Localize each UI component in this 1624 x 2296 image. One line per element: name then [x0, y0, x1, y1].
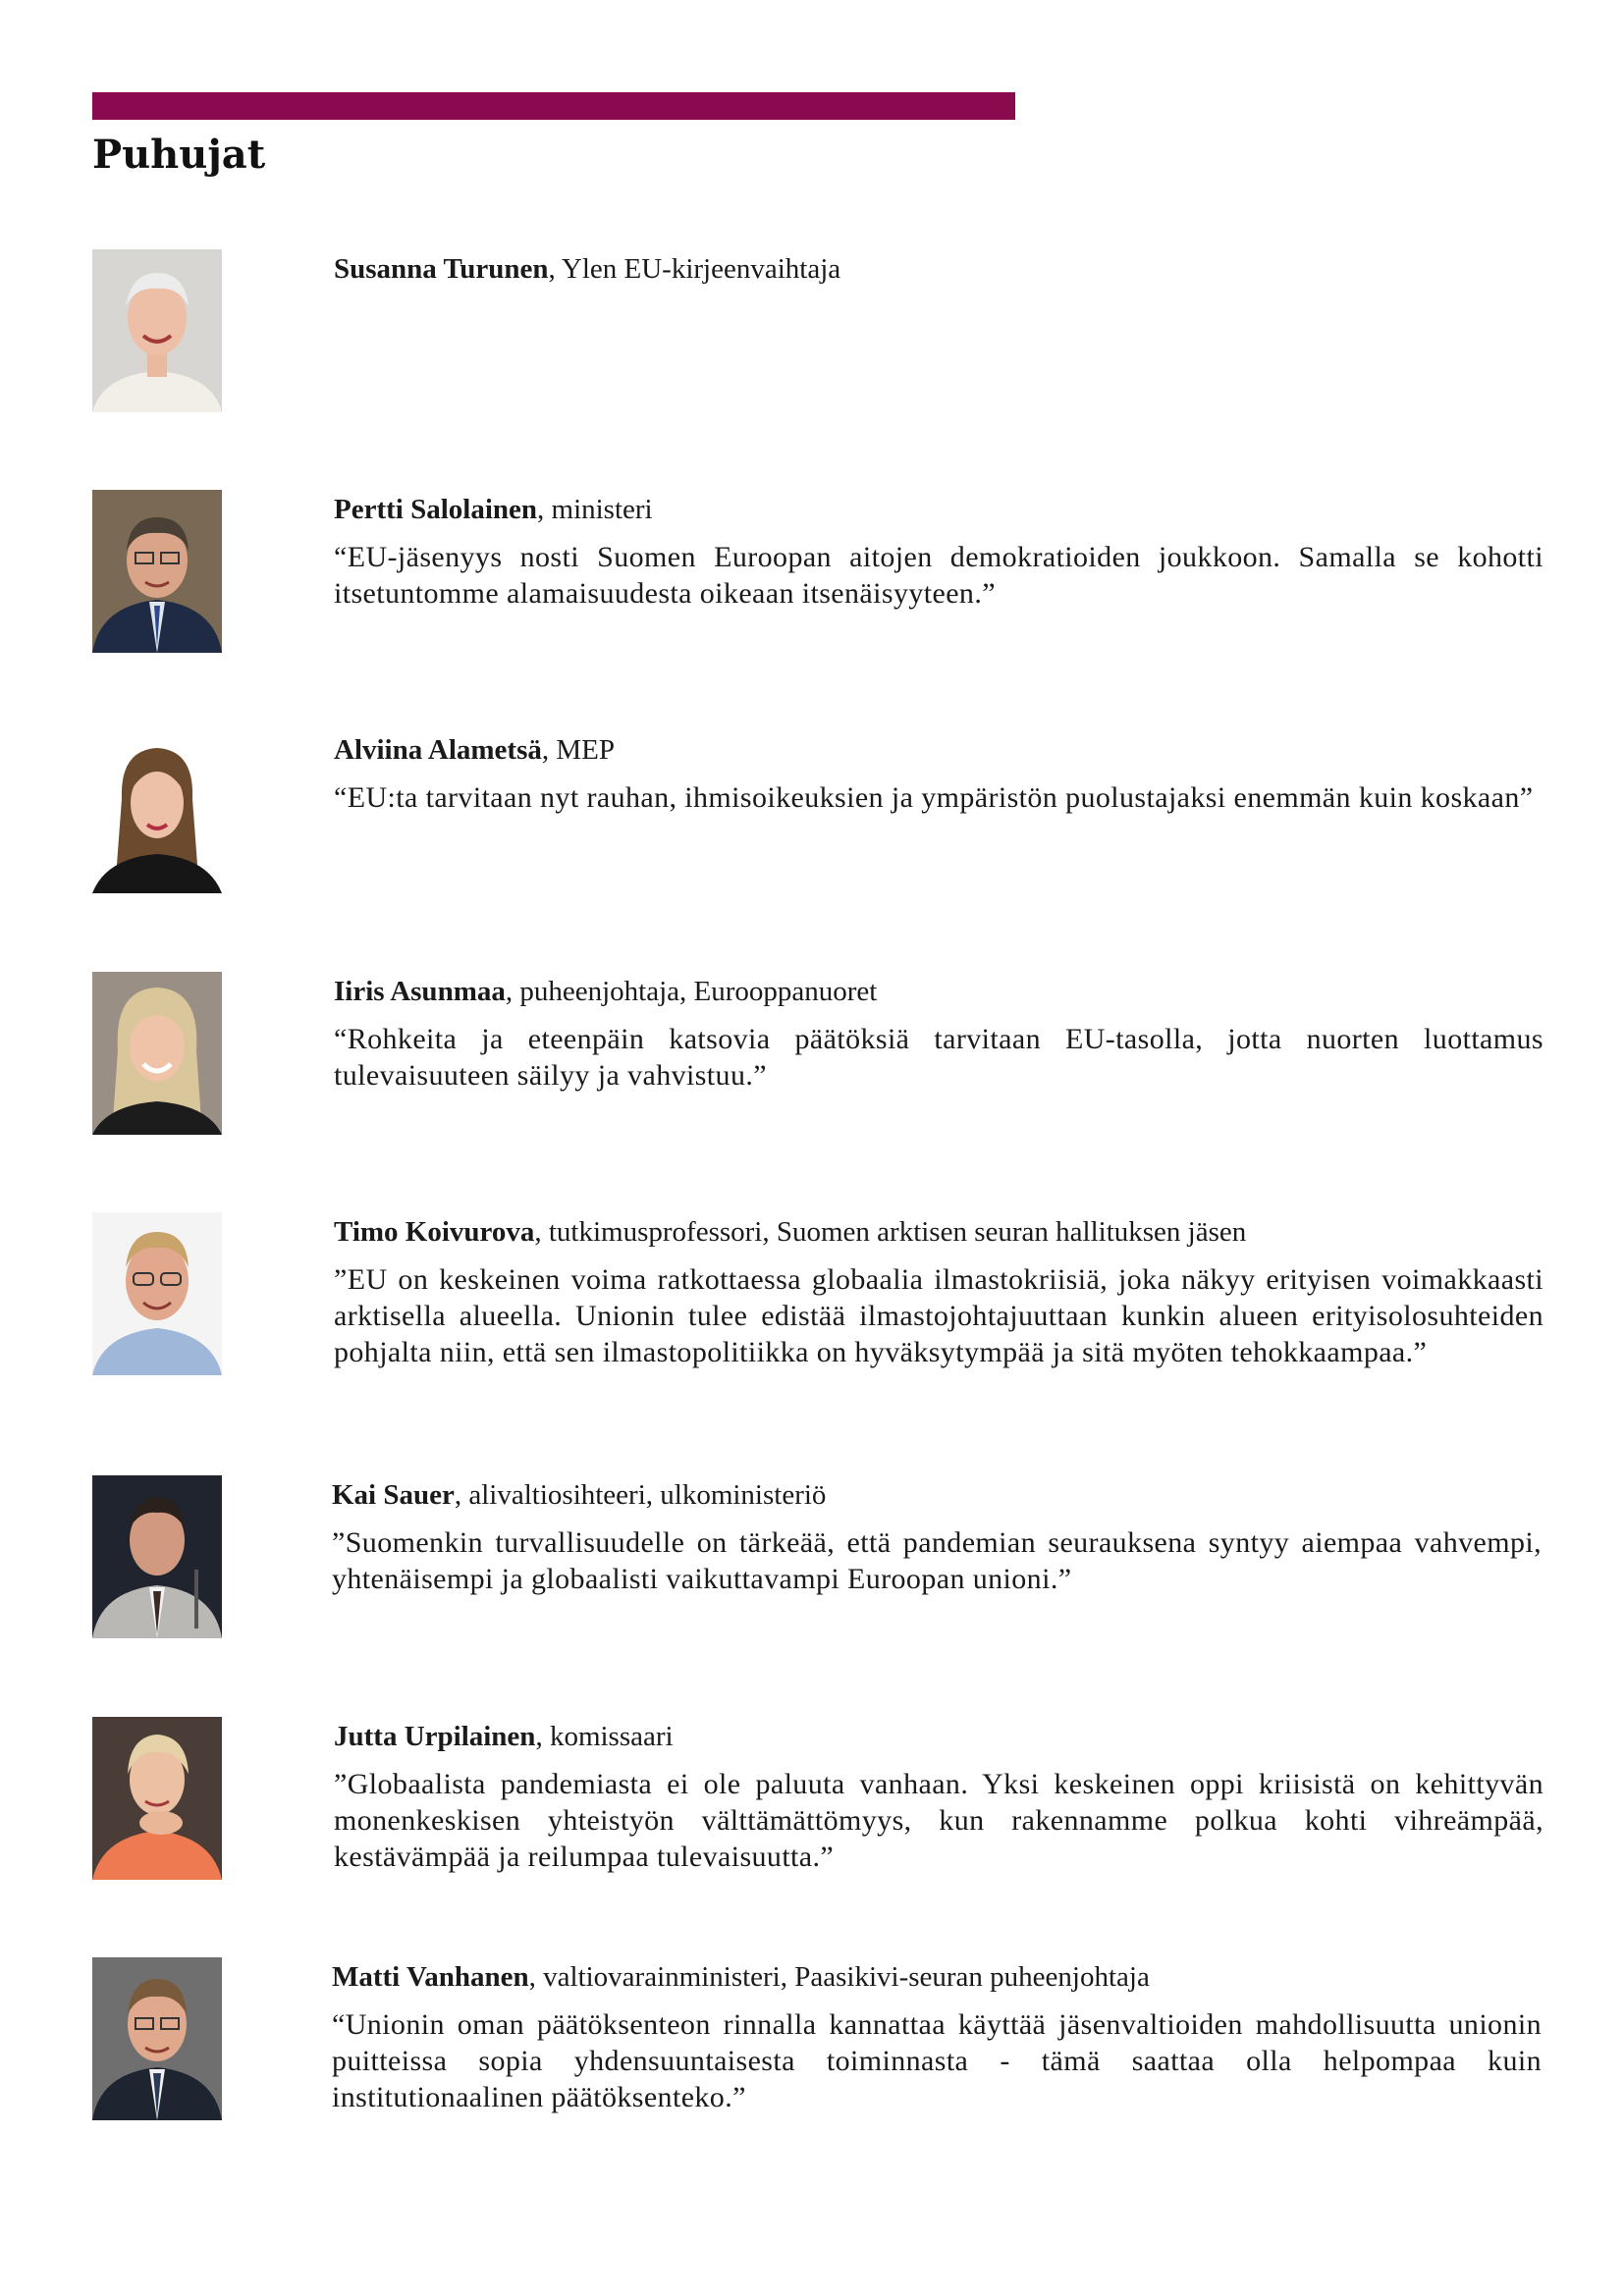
speaker-text [334, 730, 1543, 816]
speaker-quote: “Unionin oman päätöksenteon rinnalla kannattaa käyttää jäsenvaltioiden mahdollisuutta unionin puitteissa sopia yhdensuuntaisesta toiminnasta - tämä saattaa olla helpompaa kuin institutionaalinen päätöksenteko.” [332, 2008, 1542, 2113]
speaker-susanna-turunen [0, 249, 1624, 446]
speaker-heading [334, 249, 1543, 289]
speaker-role: , komissaari [535, 1721, 674, 1752]
speaker-matti-vanhanen [0, 1957, 1624, 2154]
speaker-heading [334, 1212, 1543, 1252]
speaker-quote: “EU-jäsenyys nosti Suomen Euroopan aitojen demokratioiden joukkoon. Samalla se kohotti itsetuntomme alamaisuudesta oikeaan itsenäisyyteen.” [334, 541, 1543, 610]
speaker-role: , valtiovarainministeri, Paasikivi-seuran puheenjohtaja [528, 1961, 1150, 1993]
speaker-text [334, 972, 1543, 1094]
speaker-name: Matti Vanhanen [332, 1961, 529, 1993]
speaker-alviina-alametsa [0, 730, 1624, 927]
speaker-quote: “Rohkeita ja eteenpäin katsovia päätöksiä tarvitaan EU-tasolla, jotta nuorten luottamus tulevaisuuteen säilyy ja vahvistuu.” [334, 1023, 1543, 1092]
speaker-timo-koivurova [0, 1212, 1624, 1409]
speaker-role: , ministeri [537, 494, 653, 525]
speaker-role: , MEP [541, 734, 616, 766]
accent-bar [92, 92, 1015, 120]
speaker-name: Pertti Salolainen [334, 494, 538, 525]
speaker-role: , Ylen EU-kirjeenvaihtaja [548, 253, 841, 285]
speaker-heading [334, 730, 1543, 770]
speaker-text [334, 249, 1543, 298]
speaker-text [334, 1717, 1543, 1875]
speaker-text [334, 1212, 1543, 1370]
speaker-heading [334, 1717, 1543, 1756]
speaker-kai-sauer [0, 1475, 1624, 1672]
speaker-photo [92, 249, 222, 412]
speaker-photo [92, 1957, 222, 2120]
page-title: Puhujat [92, 132, 266, 178]
speaker-text [332, 1475, 1542, 1597]
speaker-photo [92, 1475, 222, 1638]
speaker-quote: ”Globaalista pandemiasta ei ole paluuta vanhaan. Yksi keskeinen oppi kriisistä on kehittyvän monenkeskisen yhteistyön välttämättömyys, kun rakennamme polkua kohti vihreämpää, kestävämpää ja reilumpaa tulevaisuutta.” [334, 1768, 1543, 1873]
speaker-photo [92, 730, 222, 893]
speaker-jutta-urpilainen [0, 1717, 1624, 1913]
speaker-name: Timo Koivurova [334, 1216, 535, 1248]
speaker-quote: “EU:ta tarvitaan nyt rauhan, ihmisoikeuksien ja ympäristön puolustajaksi enemmän kuin koskaan” [334, 781, 1534, 814]
speaker-text [332, 1957, 1542, 2115]
speaker-photo [92, 972, 222, 1135]
speaker-photo [92, 1717, 222, 1880]
speaker-role: , alivaltiosihteeri, ulkoministeriö [454, 1479, 827, 1511]
speaker-name: Iiris Asunmaa [334, 976, 506, 1007]
speaker-name: Jutta Urpilainen [334, 1721, 536, 1752]
speaker-heading [334, 972, 1543, 1011]
speaker-heading [332, 1957, 1542, 1997]
speaker-heading [332, 1475, 1542, 1515]
speaker-heading [334, 490, 1543, 529]
speaker-iiris-asunmaa [0, 972, 1624, 1168]
speaker-photo [92, 1212, 222, 1375]
speaker-name: Alviina Alametsä [334, 734, 542, 766]
speaker-name: Kai Sauer [332, 1479, 455, 1511]
speaker-role: , puheenjohtaja, Eurooppanuoret [505, 976, 878, 1007]
speaker-text [334, 490, 1543, 612]
speaker-name: Susanna Turunen [334, 253, 549, 285]
speaker-quote: ”EU on keskeinen voima ratkottaessa globaalia ilmastokriisiä, joka näkyy erityisen voimakkaasti arktisella alueella. Unionin tulee edistää ilmastojohtajuuttaan kunkin alueen erityisolosuhteiden pohjalta niin, että sen ilmastopolitiikka on hyväksytympää ja sitä myöten tehokkaampaa.” [334, 1263, 1543, 1368]
speaker-quote: ”Suomenkin turvallisuudelle on tärkeää, että pandemian seurauksena syntyy aiempaa vahvempi, yhtenäisempi ja globaalisti vaikuttavampi Euroopan unioni.” [332, 1526, 1542, 1595]
speaker-role: , tutkimusprofessori, Suomen arktisen seuran hallituksen jäsen [534, 1216, 1247, 1248]
speaker-photo [92, 490, 222, 653]
speaker-pertti-salolainen [0, 490, 1624, 686]
